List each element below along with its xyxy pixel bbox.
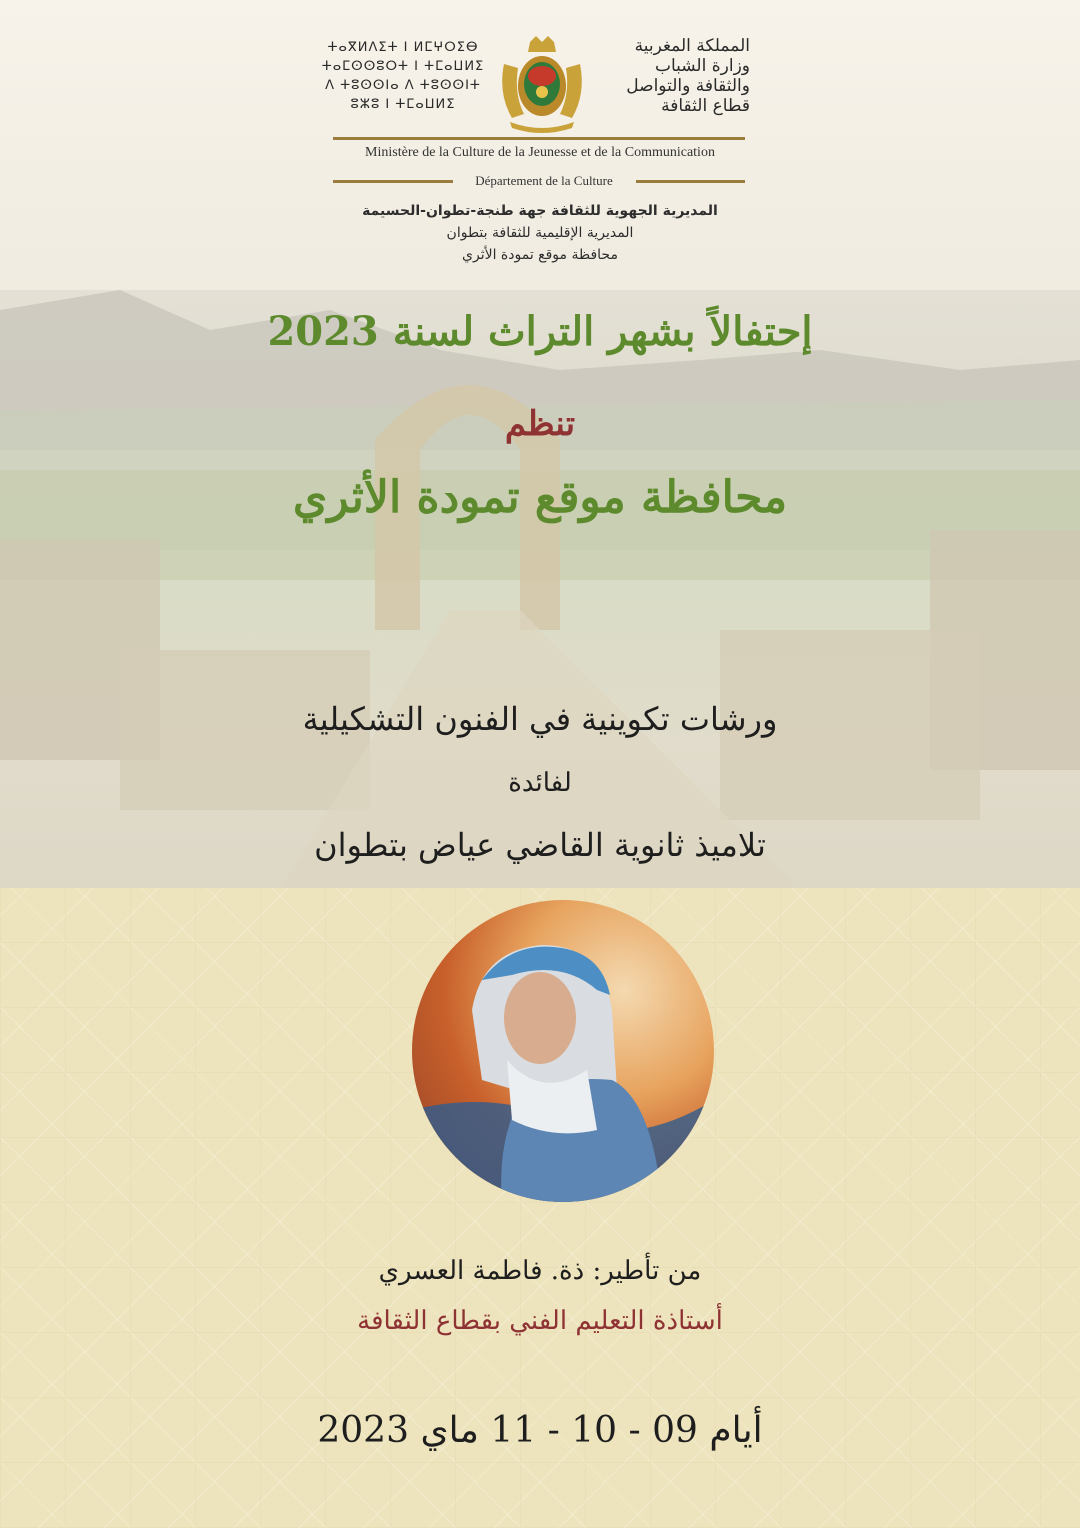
provincial-directorate: المديرية الإقليمية للثقافة بتطوان <box>446 225 634 241</box>
facilitator-portrait <box>412 900 714 1202</box>
organizer-name: محافظة موقع تمودة الأثري <box>292 472 788 523</box>
department-french-name: Département de la Culture <box>475 173 613 188</box>
organizes-label: تنظم <box>504 404 576 444</box>
ministry-ar-line: المملكة المغربية <box>634 36 750 56</box>
divider <box>636 180 745 183</box>
tifinagh-line: ⴷ ⵜⵓⵙⵙⵏⴰ ⴷ ⵜⵓⵙⵙⵏⵜ <box>325 78 481 93</box>
directorate-block <box>330 200 750 266</box>
regional-directorate: المديرية الجهوية للثقافة جهة طنجة-تطوان-الحسيمة <box>362 203 718 219</box>
workshop-title: ورشات تكوينية في الفنون التشكيلية <box>302 700 778 738</box>
celebration-title: إحتفالاً بشهر التراث لسنة 2023 <box>267 308 813 355</box>
facilitator-line: من تأطير: ذة. فاطمة العسري <box>378 1256 702 1286</box>
ministry-ar-line: قطاع الثقافة <box>661 96 750 116</box>
divider <box>333 137 745 140</box>
facilitator-portrait-illustration <box>412 900 714 1202</box>
ministry-french-name: Ministère de la Culture de la Jeunesse et de la Communication <box>365 145 715 160</box>
event-dates: أيام 09 - 10 - 11 ماي 2023 <box>317 1410 763 1451</box>
ministry-tifinagh-name <box>318 38 488 114</box>
ministry-arabic-name <box>600 36 750 116</box>
tifinagh-line: ⵜⴰⵎⵙⵙⵓⵔⵜ ⵏ ⵜⵎⴰⵡⵍⵉ <box>321 59 485 74</box>
site-conservation: محافظة موقع تمودة الأثري <box>462 247 618 263</box>
tifinagh-line: ⵓⵣⵓ ⵏ ⵜⵎⴰⵡⵍⵉ <box>350 97 456 112</box>
site-photo-illustration <box>0 290 1080 890</box>
ministry-ar-line: والثقافة والتواصل <box>626 76 750 96</box>
ministry-ar-line: وزارة الشباب <box>654 56 750 76</box>
divider <box>333 180 453 183</box>
moroccan-coat-of-arms-icon <box>494 34 590 134</box>
for-benefit-label: لفائدة <box>508 768 572 798</box>
tifinagh-line: ⵜⴰⴳⵍⴷⵉⵜ ⵏ ⵍⵎⵖⵔⵉⴱ <box>327 40 479 55</box>
facilitator-role: أستاذة التعليم الفني بقطاع الثقافة <box>357 1306 723 1336</box>
students-line: تلاميذ ثانوية القاضي عياض بتطوان <box>314 826 766 864</box>
site-photo-background <box>0 290 1080 890</box>
